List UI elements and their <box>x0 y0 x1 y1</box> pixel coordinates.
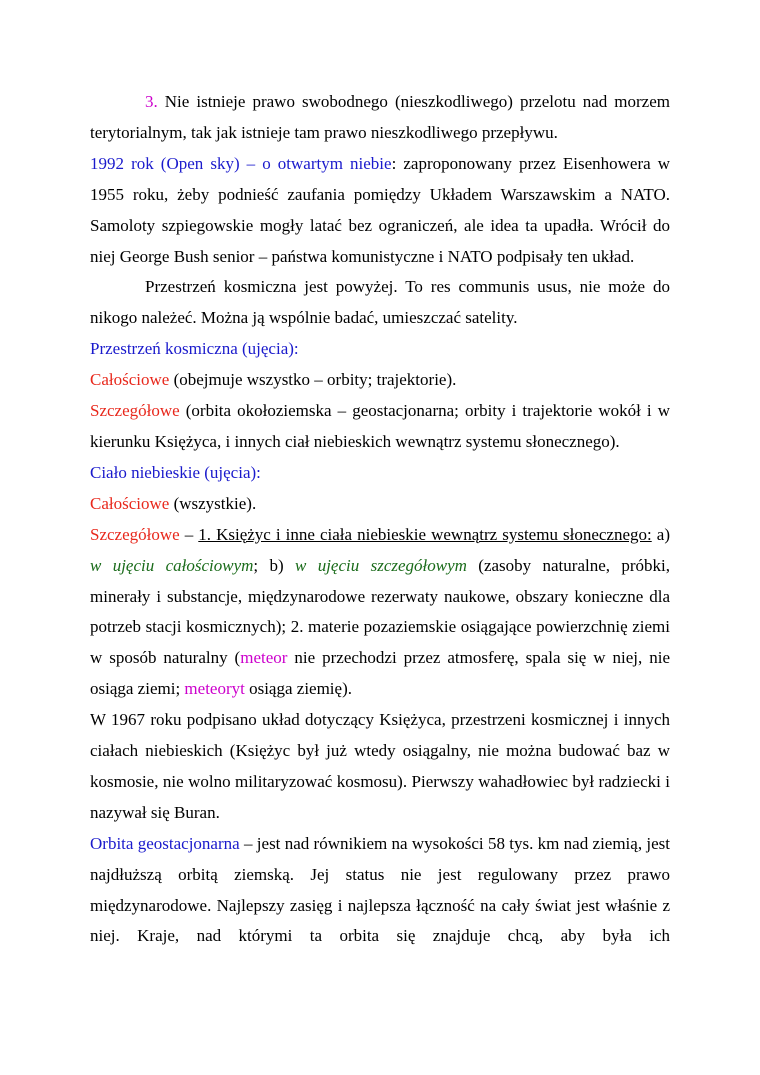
paragraph-text: W 1967 roku podpisano układ dotyczący Księżyca, przestrzeni kosmicznej i innych ciałach niebieskich (Księżyc był już wtedy osiągalny, nie można budować baz w kosmosie, nie wolno militaryzować kosmosu). Pierwszy wahadłowiec był radziecki i nazywał się Buran. <box>90 710 670 822</box>
term-meteoryt: meteoryt <box>184 679 245 699</box>
paragraph-open-sky <box>90 149 670 273</box>
paragraph-text: Przestrzeń kosmiczna jest powyżej. To res communis usus, nie może do nikogo należeć. Można ją wspólnie badać, umieszczać satelity. <box>90 277 670 328</box>
label-b: ; b) <box>253 555 296 575</box>
paragraph-1967-treaty <box>90 705 670 829</box>
dash-text: – <box>179 524 199 544</box>
document-body <box>90 87 670 952</box>
paragraph-geostationary <box>90 829 670 953</box>
paragraph-text: – jest nad równikiem na wysokości 58 tys. km nad ziemią, jest najdłuższą orbitą ziemską. Jej status nie jest regulowany przez prawo międzynarodowe. Najlepszy zasięg i najlepsza łączność na cały świat jest właśnie z niej. Kraje, nad którymi ta orbita się znajduje chcą, aby była ich <box>90 833 670 946</box>
paragraph-text: (obejmuje wszystko – orbity; trajektorie). <box>169 370 457 390</box>
term-geostationary-orbit: Orbita geostacjonarna <box>90 833 240 853</box>
paragraph-text: osiąga ziemię). <box>244 679 352 699</box>
term-detailed: Szczegółowe <box>90 401 180 421</box>
italic-total-view: w ujęciu całościowym <box>90 555 254 575</box>
paragraph-open-sky-intro <box>90 87 670 149</box>
term-total: Całościowe <box>90 370 170 390</box>
term-detailed: Szczegółowe <box>90 524 180 544</box>
label-a: a) <box>651 524 670 544</box>
paragraph-outer-space-detailed <box>90 396 670 458</box>
term-meteor: meteor <box>240 648 288 668</box>
paragraph-text: nie przechodzi przez atmosferę, spala się w niej, nie osiąga ziemi; <box>90 648 670 699</box>
list-number: 3. <box>145 92 158 111</box>
term-total: Całościowe <box>90 493 170 513</box>
paragraph-text: (orbita okołoziemska – geostacjonarna; orbity i trajektorie wokół i w kierunku Księżyca, i innych ciał niebieskich wewnątrz systemu słonecznego). <box>90 401 670 451</box>
paragraph-text: Nie istnieje prawo swobodnego (nieszkodliwego) przelotu nad morzem terytorialnym, tak jak istnieje tam prawo nieszkodliwego przepływu. <box>90 92 670 142</box>
paragraph-text: : zaproponowany przez Eisenhowera w 1955 roku, żeby podnieść zaufania pomiędzy Układem Warszawskim a NATO. Samoloty szpiegowskie mogły latać bez ograniczeń, ale idea ta upadła. Wrócił do niej George Bush senior – państwa komunistyczne i NATO podpisały ten układ. <box>90 153 670 266</box>
paragraph-celestial-detailed <box>90 520 670 705</box>
paragraph-celestial-total <box>90 489 670 520</box>
section-heading-outer-space: Przestrzeń kosmiczna (ujęcia): <box>90 339 299 359</box>
paragraph-text: (wszystkie). <box>169 493 257 513</box>
paragraph-outer-space-total <box>90 365 670 396</box>
underlined-text: 1. Księżyc i inne ciała niebieskie wewnątrz systemu słonecznego: <box>198 524 652 544</box>
paragraph-outer-space <box>90 272 670 334</box>
section-heading-celestial-body: Ciało niebieskie (ujęcia): <box>90 462 261 482</box>
italic-detailed-view: w ujęciu szczegółowym <box>295 555 467 575</box>
section-heading-open-sky: 1992 rok (Open sky) – o otwartym niebie <box>90 153 392 173</box>
paragraph-text: (zasoby naturalne, próbki, minerały i substancje, międzynarodowe rezerwaty naukowe, obszary konieczne dla potrzeb stacji kosmicznych); 2. materie pozaziemskie osiągające powierzchnię ziemi w sposób naturalny ( <box>90 555 671 668</box>
